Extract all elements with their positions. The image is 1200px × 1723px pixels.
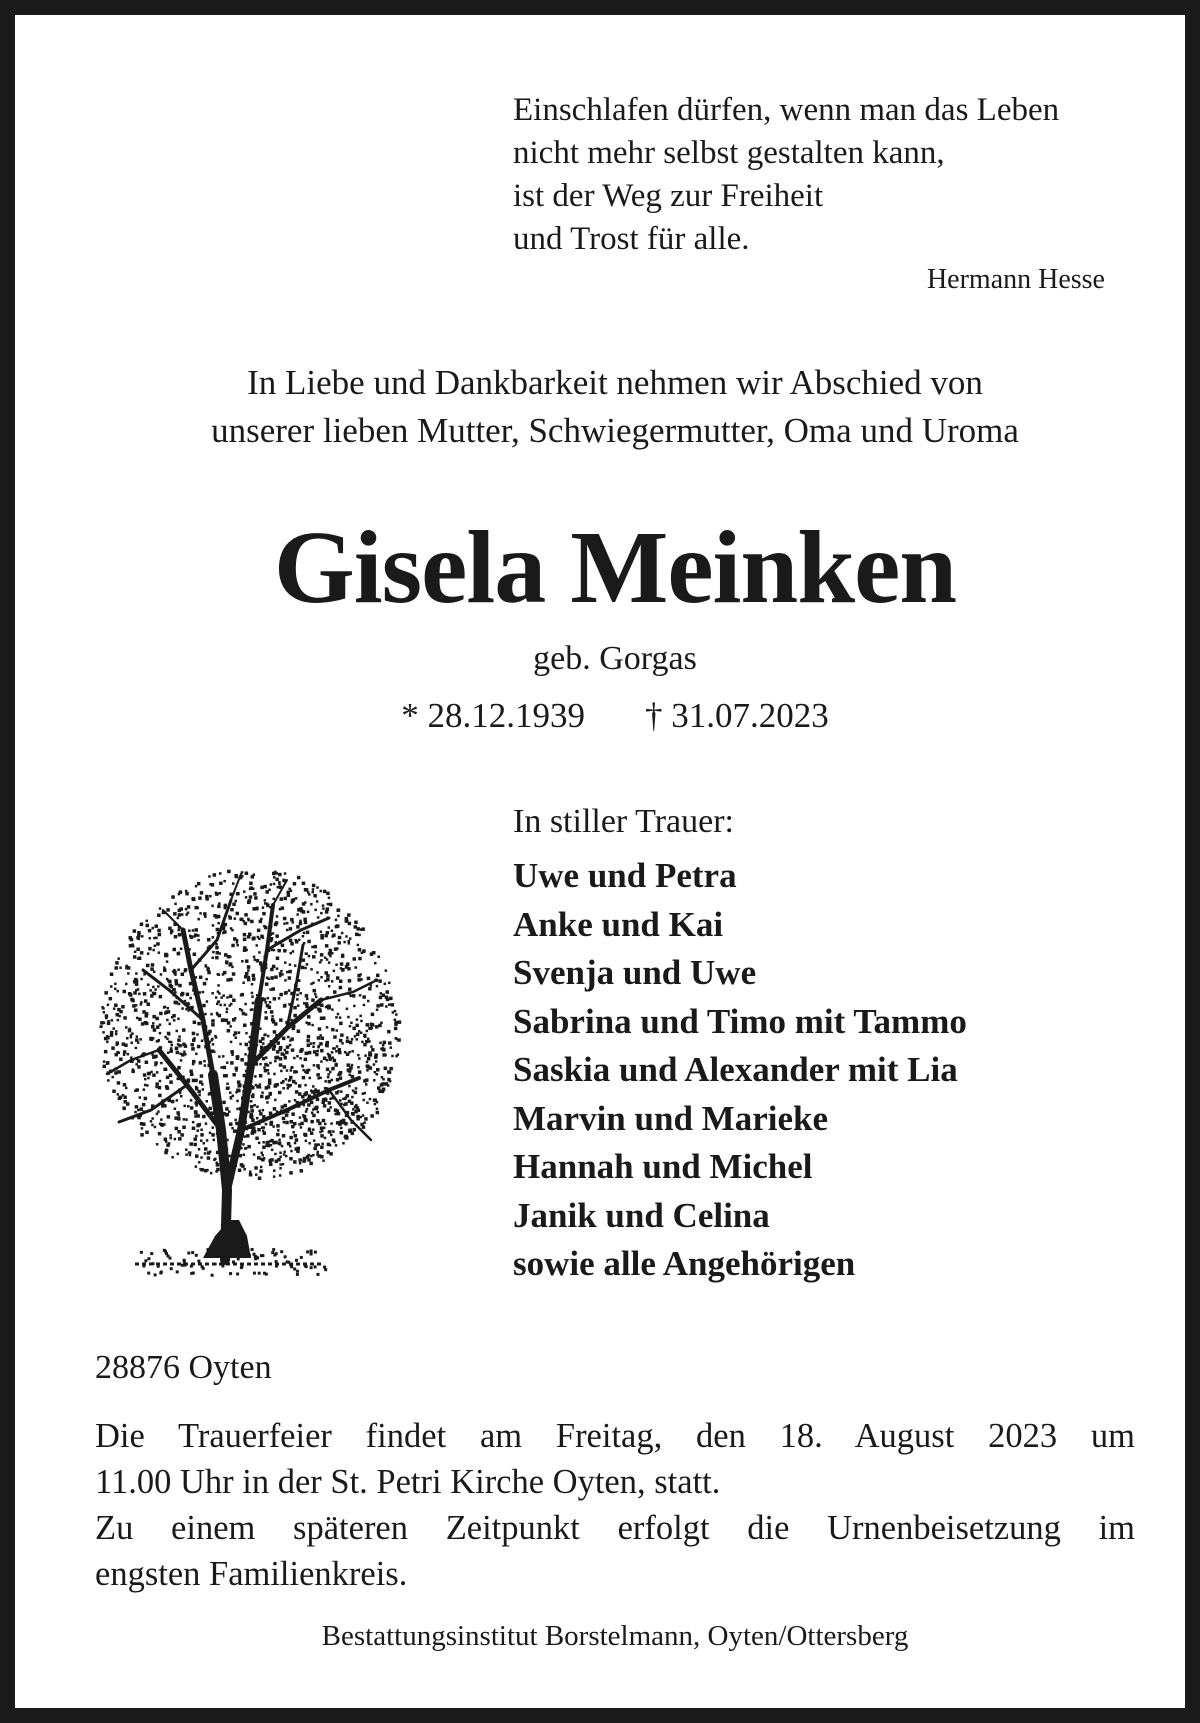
- intro-text: [15, 359, 1200, 455]
- tree-icon: [91, 860, 405, 1290]
- mourner-item: Hannah und Michel: [513, 1147, 813, 1186]
- death-date: † 31.07.2023: [645, 696, 829, 735]
- service-announcement: [95, 1413, 1135, 1597]
- quote-line: und Trost für alle.: [513, 221, 750, 257]
- mourner-item: sowie alle Angehörigen: [513, 1244, 856, 1283]
- service-line: Zu einem späteren Zeitpunkt erfolgt die Urnenbeisetzung im: [95, 1509, 1135, 1547]
- mourners-list: [513, 852, 967, 1289]
- quote-author: Hermann Hesse: [926, 264, 1105, 295]
- quote-block: [513, 89, 1135, 261]
- life-dates: [15, 693, 1200, 739]
- mourner-item: Uwe und Petra: [513, 856, 737, 895]
- service-line: engsten Familienkreis.: [95, 1555, 408, 1593]
- mourners-heading: In stiller Trauer:: [513, 803, 734, 840]
- mourner-item: Marvin und Marieke: [513, 1098, 828, 1138]
- service-line: 11.00 Uhr in der St. Petri Kirche Oyten, statt.: [95, 1463, 721, 1501]
- quote-line: Einschlafen dürfen, wenn man das Leben: [513, 92, 1060, 128]
- intro-line: unserer lieben Mutter, Schwiegermutter, Oma und Uroma: [211, 411, 1019, 450]
- birth-date: * 28.12.1939: [401, 696, 585, 735]
- quote-line: ist der Weg zur Freiheit: [513, 178, 824, 214]
- deceased-name: Gisela Meinken: [273, 510, 957, 625]
- mourner-item: Anke und Kai: [513, 904, 724, 944]
- mourner-item: Janik und Celina: [513, 1195, 770, 1235]
- mourner-item: Saskia und Alexander mit Lia: [513, 1050, 958, 1089]
- mourner-item: Svenja und Uwe: [513, 953, 757, 992]
- place-of-residence: 28876 Oyten: [95, 1349, 272, 1386]
- intro-line: In Liebe und Dankbarkeit nehmen wir Abschied von: [247, 363, 983, 402]
- quote-line: nicht mehr selbst gestalten kann,: [513, 135, 945, 171]
- maiden-name: geb. Gorgas: [533, 640, 697, 677]
- mourner-item: Sabrina und Timo mit Tammo: [513, 1001, 967, 1041]
- service-line: Die Trauerfeier findet am Freitag, den 18. August 2023 um: [95, 1417, 1135, 1455]
- funeral-home: Bestattungsinstitut Borstelmann, Oyten/Ottersberg: [321, 1620, 909, 1652]
